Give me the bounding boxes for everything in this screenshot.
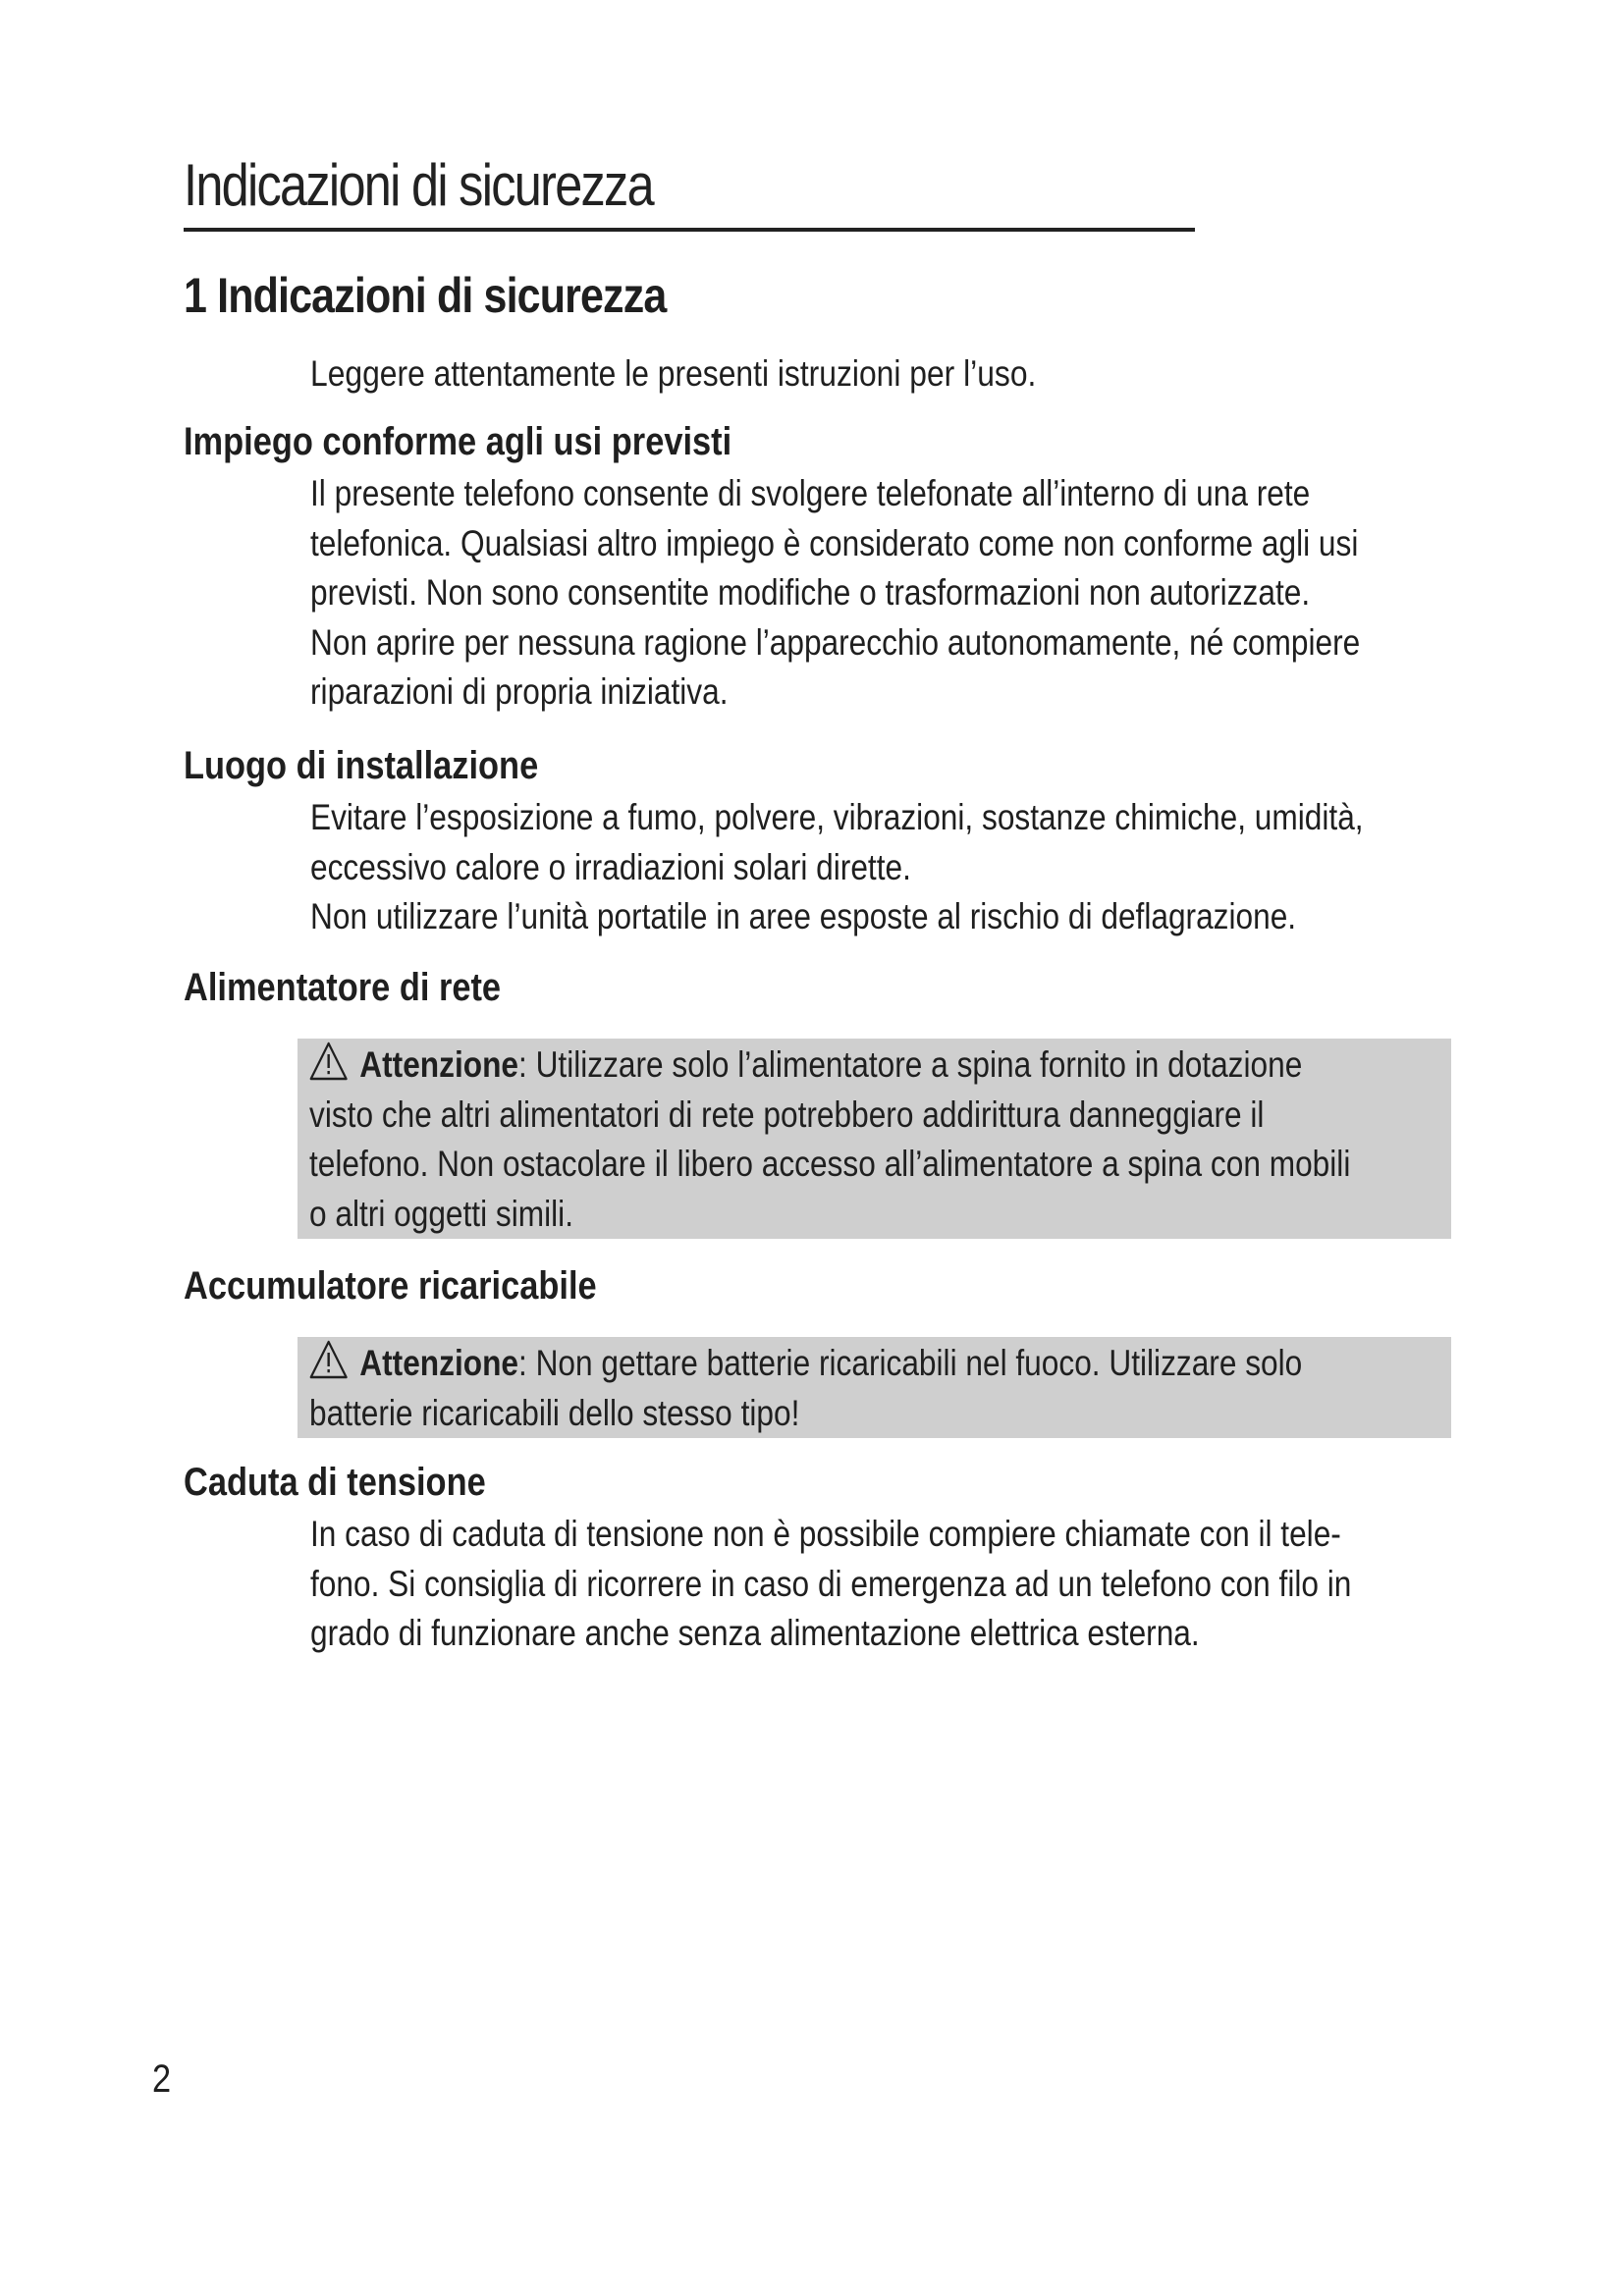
warning-text-battery [309,1339,1302,1438]
body-line: fono. Si consiglia di ricorrere in caso di emergenza ad un telefono con filo in [310,1563,1352,1604]
section-heading-intended-use: Impiego conforme agli usi previsti [184,420,732,463]
body-line: eccessivo calore o irradiazioni solari dirette. [310,846,911,887]
section-body-installation [310,793,1364,942]
warning-label: Attenzione [359,1044,518,1085]
warning-line: telefono. Non ostacolare il libero accesso all’alimentatore a spina con mobili [309,1144,1351,1184]
body-line: Non utilizzare l’unità portatile in aree esposte al rischio di deflagrazione. [310,896,1297,936]
page-number: 2 [152,2057,172,2101]
section-heading-power-supply: Alimentatore di rete [184,966,502,1009]
warning-triangle-icon [309,1340,348,1379]
body-line: riparazioni di propria iniziativa. [310,671,729,712]
warning-triangle-icon [309,1041,348,1081]
section-heading-battery: Accumulatore ricaricabile [184,1264,597,1308]
chapter-title: 1 Indicazioni di sicurezza [184,268,667,323]
warning-first-line [309,1041,1350,1091]
running-header-title: Indicazioni di sicurezza [184,152,653,218]
body-line: Evitare l’esposizione a fumo, polvere, vibrazioni, sostanze chimiche, umidità, [310,797,1364,837]
chapter-intro: Leggere attentamente le presenti istruzioni per l’uso. [310,353,1037,394]
warning-box-power-supply [298,1039,1451,1239]
warning-line: o altri oggetti simili. [309,1193,573,1234]
body-line: grado di funzionare anche senza alimentazione elettrica esterna. [310,1613,1200,1653]
warning-text-power-supply [309,1041,1350,1239]
body-line: In caso di caduta di tensione non è possibile compiere chiamate con il tele- [310,1514,1341,1554]
running-header [184,147,1195,232]
body-line: Il presente telefono consente di svolgere telefonate all’interno di una rete [310,473,1311,513]
section-heading-power-failure: Caduta di tensione [184,1461,486,1504]
warning-line: batterie ricaricabili dello stesso tipo! [309,1392,800,1433]
body-line: Non aprire per nessuna ragione l’apparecchio autonomamente, né compiere [310,621,1361,663]
warning-line: visto che altri alimentatori di rete potrebbero addirittura danneggiare il [309,1094,1265,1135]
warning-first-text: : Non gettare batterie ricaricabili nel fuoco. Utilizzare solo [517,1343,1303,1383]
section-body-intended-use [310,469,1360,718]
warning-box-battery [298,1337,1451,1438]
section-heading-installation: Luogo di installazione [184,744,539,787]
body-line: telefonica. Qualsiasi altro impiego è considerato come non conforme agli usi [310,522,1359,563]
warning-first-line [309,1339,1302,1389]
warning-first-text: : Utilizzare solo l’alimentatore a spina fornito in dotazione [517,1044,1303,1085]
section-body-power-failure [310,1510,1351,1659]
warning-label: Attenzione [359,1343,518,1383]
body-line: previsti. Non sono consentite modifiche o trasformazioni non autorizzate. [310,572,1311,613]
